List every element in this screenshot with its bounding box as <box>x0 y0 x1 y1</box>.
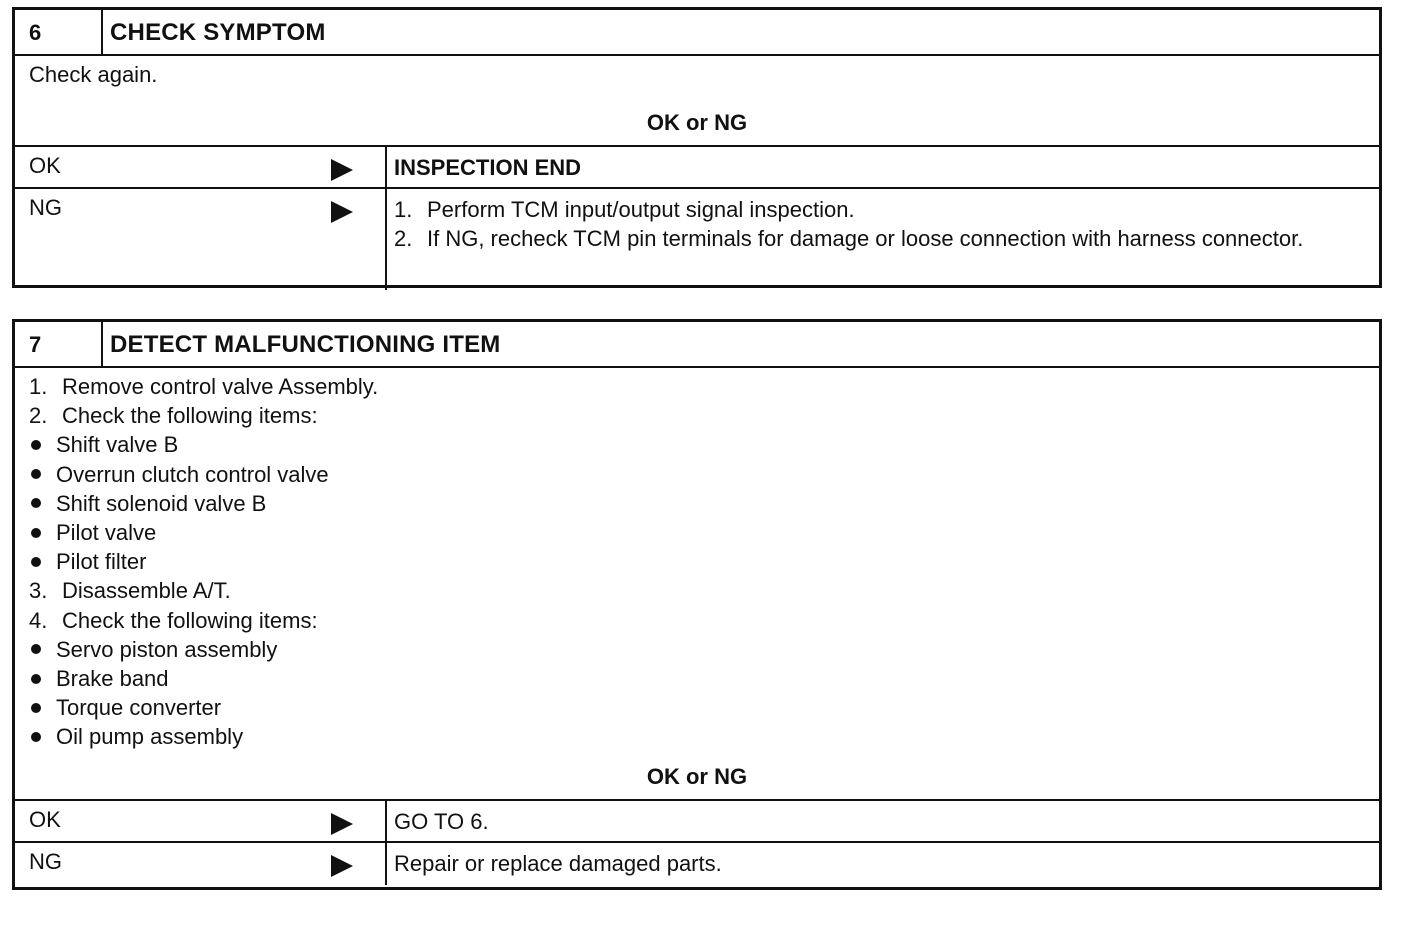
bullet-text: Servo piston assembly <box>56 636 278 662</box>
bullet-icon <box>31 469 41 479</box>
procedure-step-text: Check the following items: <box>62 607 318 633</box>
bullet-text: Brake band <box>56 666 169 692</box>
procedure-step-number: 2. <box>29 403 48 429</box>
step-7-number: 7 <box>15 322 103 366</box>
step-6-ng-cell <box>15 189 387 290</box>
bullet-icon <box>31 644 41 654</box>
procedure-step-number: 3. <box>29 578 48 604</box>
bullet-icon <box>31 498 41 508</box>
list-number: 2. <box>394 226 413 252</box>
bullet-text: Overrun clutch control valve <box>56 461 329 487</box>
step-6-ok-or-ng: OK or NG <box>15 104 1379 147</box>
bullet-text: Shift valve B <box>56 432 179 458</box>
list-text: If NG, recheck TCM pin terminals for damage or loose connection with harness connector. <box>427 226 1304 252</box>
bullet-text: Torque converter <box>56 695 222 721</box>
procedure-step <box>29 372 1379 401</box>
step-7-ok-result: GO TO 6. <box>394 809 489 834</box>
step-7-ok-cell <box>15 801 387 841</box>
step-6-ng-result <box>387 189 1379 290</box>
bullet-icon <box>31 732 41 742</box>
list-text: Perform TCM input/output signal inspection. <box>427 197 855 222</box>
bullet-icon <box>31 440 41 450</box>
step-6-ok-label: OK <box>29 153 61 178</box>
bullet-item <box>29 547 1379 576</box>
bullet-item <box>29 518 1379 547</box>
bullet-item <box>29 693 1379 722</box>
procedure-step-text: Disassemble A/T. <box>62 578 231 604</box>
step-6-ng-label: NG <box>29 195 62 220</box>
step-6-ok-row <box>15 147 1379 189</box>
bullet-item <box>29 635 1379 664</box>
bullet-text: Pilot filter <box>56 549 147 575</box>
step-7-ng-row <box>15 843 1379 885</box>
right-arrow-icon <box>331 813 353 835</box>
bullet-item <box>29 722 1379 751</box>
right-arrow-icon <box>331 855 353 877</box>
bullet-icon <box>31 674 41 684</box>
procedure-step <box>29 576 1379 605</box>
step-7-ng-label: NG <box>29 849 62 874</box>
step-6-block <box>12 7 1382 288</box>
list-number: 1. <box>394 197 413 222</box>
bullet-icon <box>31 703 41 713</box>
procedure-step-number: 4. <box>29 607 48 633</box>
bullet-item <box>29 664 1379 693</box>
bullet-icon <box>31 557 41 567</box>
step-7-title: DETECT MALFUNCTIONING ITEM <box>110 331 501 358</box>
procedure-step-number: 1. <box>29 374 48 399</box>
bullet-item <box>29 460 1379 489</box>
list-item <box>394 224 1379 253</box>
right-arrow-icon <box>331 201 353 223</box>
procedure-step-text: Check the following items: <box>62 403 318 429</box>
step-6-ok-cell <box>15 147 387 187</box>
bullet-text: Shift solenoid valve B <box>56 490 267 516</box>
step-7-ok-row <box>15 801 1379 843</box>
step-6-ok-result: INSPECTION END <box>394 155 582 180</box>
bullet-text: Pilot valve <box>56 520 157 546</box>
procedure-step-text: Remove control valve Assembly. <box>62 374 379 399</box>
step-6-header <box>15 10 1379 56</box>
step-7-block <box>12 319 1382 890</box>
procedure-step <box>29 401 1379 430</box>
step-7-ok-or-ng: OK or NG <box>15 759 1379 801</box>
step-7-ok-label: OK <box>29 807 61 832</box>
step-6-instruction: Check again. <box>29 62 158 87</box>
bullet-text: Oil pump assembly <box>56 724 244 750</box>
step-6-ng-row <box>15 189 1379 290</box>
list-item <box>394 195 1379 224</box>
step-6-number: 6 <box>15 10 103 54</box>
step-7-ng-cell <box>15 843 387 885</box>
right-arrow-icon <box>331 159 353 181</box>
step-7-ng-result: Repair or replace damaged parts. <box>394 851 722 876</box>
procedure-step <box>29 606 1379 635</box>
bullet-icon <box>31 528 41 538</box>
bullet-item <box>29 430 1379 459</box>
bullet-item <box>29 489 1379 518</box>
step-7-procedure <box>15 368 1379 759</box>
step-7-header <box>15 322 1379 368</box>
step-6-title: CHECK SYMPTOM <box>110 19 326 46</box>
